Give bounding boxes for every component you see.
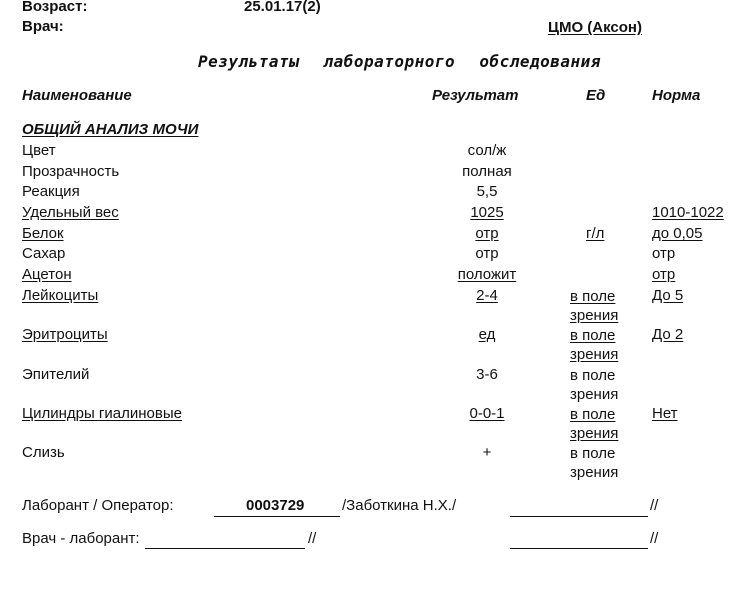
row-unit: г/л <box>586 225 605 242</box>
lab-signature-end: // <box>650 497 659 514</box>
row-unit: в поле зрения <box>570 445 619 481</box>
row-result: 2-4 <box>476 287 498 304</box>
doctor-signature-line <box>510 548 648 549</box>
row-name: Цвет <box>22 142 56 159</box>
row-name: Цилиндры гиалиновые <box>22 405 182 422</box>
row-result: + <box>482 444 492 461</box>
lab-signature-line <box>510 516 648 517</box>
row-name: Удельный вес <box>22 204 119 221</box>
row-result: 5,5 <box>476 183 498 200</box>
lab-operator-label: Лаборант / Оператор: <box>22 497 174 514</box>
column-header-norm: Норма <box>652 87 701 104</box>
row-norm: Нет <box>652 405 678 422</box>
lab-operator-name: /Заботкина Н.Х./ <box>342 497 457 514</box>
age-label: Возраст: <box>22 0 88 15</box>
row-name: Лейкоциты <box>22 287 99 304</box>
row-norm: До 5 <box>652 287 684 304</box>
row-result: отр <box>475 225 499 242</box>
doctor-lab-label: Врач - лаборант: <box>22 530 140 547</box>
section-title: ОБЩИЙ АНАЛИЗ МОЧИ <box>22 121 199 138</box>
column-header-unit: Ед <box>586 87 606 104</box>
doctor-signature-end: // <box>650 530 659 547</box>
row-unit: в поле зрения <box>570 288 619 324</box>
row-norm: отр <box>652 245 676 262</box>
row-unit: в поле зрения <box>570 327 619 363</box>
row-norm: 1010-1022 <box>652 204 724 221</box>
row-norm: до 0,05 <box>652 225 703 242</box>
organization-name: ЦМО (Аксон) <box>548 19 642 36</box>
row-name: Эритроциты <box>22 326 108 343</box>
row-result: сол/ж <box>467 142 507 159</box>
doctor-label: Врач: <box>22 18 64 35</box>
row-name: Прозрачность <box>22 163 120 180</box>
row-result: положит <box>457 266 517 283</box>
age-value: 25.01.17(2) <box>244 0 321 15</box>
row-result: 3-6 <box>476 366 498 383</box>
row-name: Слизь <box>22 444 65 461</box>
row-result: ед <box>478 326 496 343</box>
doctor-lab-name-line <box>145 548 305 549</box>
row-name: Эпителий <box>22 366 90 383</box>
document-title: Результаты лабораторного обследования <box>198 52 601 71</box>
column-header-result: Результат <box>432 87 519 104</box>
row-name: Реакция <box>22 183 80 200</box>
row-unit: в поле зрения <box>570 406 619 442</box>
row-norm: отр <box>652 266 676 283</box>
column-header-name: Наименование <box>22 87 132 104</box>
lab-operator-code: 0003729 <box>246 497 305 514</box>
row-result: отр <box>475 245 499 262</box>
row-name: Сахар <box>22 245 66 262</box>
row-name: Ацетон <box>22 266 72 283</box>
lab-code-underline <box>214 516 340 517</box>
doctor-lab-mid: // <box>308 530 317 547</box>
row-result: полная <box>462 163 512 180</box>
row-result: 0-0-1 <box>469 405 505 422</box>
row-result: 1025 <box>470 204 504 221</box>
row-unit: в поле зрения <box>570 367 619 403</box>
row-norm: До 2 <box>652 326 684 343</box>
row-name: Белок <box>22 225 64 242</box>
